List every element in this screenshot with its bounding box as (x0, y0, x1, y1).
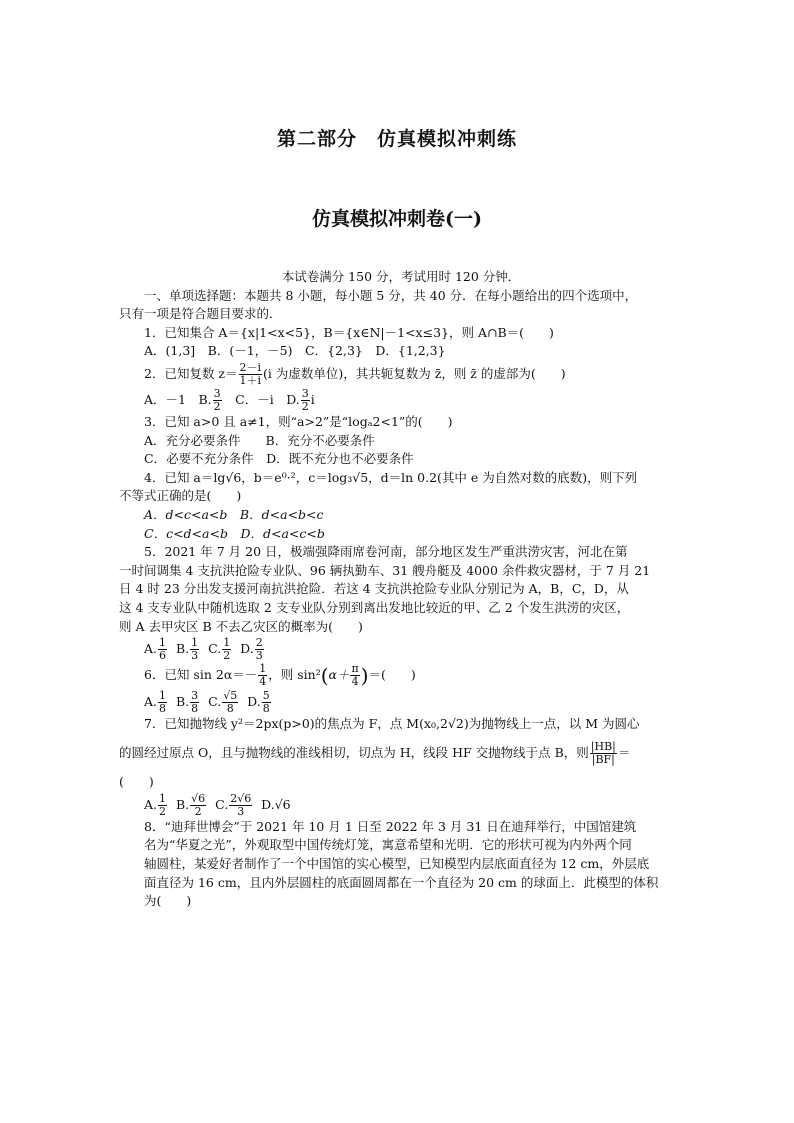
q6-paren-open: ( (320, 663, 329, 688)
q7-vec-den: |BF| (591, 753, 615, 767)
q5-opt-b-label: B. (175, 641, 190, 657)
q5-opt-a-label: A. (144, 641, 158, 657)
q4-options-2: C．c<d<a<b D．d<a<c<b (144, 525, 325, 541)
q6-options (119, 689, 683, 715)
q5-opt-a-num: 1 (159, 636, 167, 650)
q5-line5: 则 A 去甲灾区 B 不去乙灾区的概率为( ) (119, 618, 363, 634)
q5-line4: 这 4 支专业队中随机选取 2 支专业队分别到离出发地比较近的甲、乙 2 个发生洪涝的灾区， (119, 599, 630, 615)
q2-opt-a: A．－1 B. (144, 391, 212, 407)
q7-line2a: 的圆经过原点 O，且与抛物线的准线相切，切点为 H，线段 HF 交抛物线于点 B，则 (119, 745, 589, 761)
q2-opt-b-den: 2 (213, 399, 221, 413)
part-title: 第二部分 仿真模拟冲刺练 (276, 128, 517, 150)
q7-line2 (119, 733, 683, 773)
q3-stem: 3．已知 a>0 且 a≠1，则“a>2”是“logₐ2<1”的( ) (144, 413, 453, 429)
q2-stem (119, 361, 683, 387)
q6-paren-close: ) (360, 663, 369, 688)
q2-opt-d-den: 2 (301, 399, 309, 413)
q7-vector-frac (590, 741, 617, 766)
q7-opt-a-den: 2 (159, 804, 167, 818)
q2-fraction (239, 362, 263, 387)
q5-opt-d-frac (255, 637, 264, 662)
q5-opt-c-frac (222, 637, 231, 662)
q7-opt-a-num: 1 (159, 791, 167, 805)
q7-line1: 7．已知抛物线 y²＝2px(p>0)的焦点为 F，点 M(x₀,2√2)为抛物线上一点，以 M 为圆心 (144, 715, 640, 731)
q6-frac-den: 4 (259, 675, 267, 689)
q5-opt-a-den: 6 (159, 649, 167, 663)
q5-line1: 5．2021 年 7 月 20 日，极端强降雨席卷河南，部分地区发生严重洪涝灾害，河北在第 (144, 544, 628, 560)
q6-opt-b-label: B. (175, 693, 190, 709)
q8-line4: 面直径为 16 cm，且内外层圆柱的底面圆周都在一个直径为 20 cm 的球面上．此模型的体积 (144, 874, 659, 890)
exam-intro: 本试卷满分 150 分，考试用时 120 分钟． (281, 269, 521, 284)
q7-line2b: ＝ (617, 745, 631, 761)
q6-opt-d-num: 5 (262, 688, 270, 702)
q5-opt-c-label: C. (208, 641, 222, 657)
q6-stem (119, 662, 683, 689)
q6-fraction (258, 663, 267, 688)
q5-opt-b-frac (190, 637, 199, 662)
q7-line3: ( ) (119, 774, 154, 790)
q7-opt-a-label: A. (144, 796, 158, 812)
q7-opt-a-frac (158, 793, 167, 818)
exam-body (119, 268, 683, 911)
q2-opt-b-frac (213, 388, 222, 413)
q5-opt-c-den: 2 (223, 649, 231, 663)
q5-opt-d-den: 3 (255, 649, 263, 663)
q5-opt-c-num: 1 (223, 636, 231, 650)
q2-frac-den: 1＋i (239, 373, 262, 387)
q7-opt-c-frac (229, 793, 252, 818)
q6-opt-c-den: 8 (226, 701, 234, 715)
q5-options (119, 636, 683, 662)
q5-opt-b-den: 3 (191, 649, 199, 663)
section-heading: 一、单项选择题：本题共 8 小题，每小题 5 分，共 40 分．在每小题给出的四个选项中， (144, 287, 638, 303)
q8-line3: 轴圆柱，某爱好者制作了一个中国馆的实心模型，已知模型内层底面直径为 12 cm，外层底 (144, 855, 650, 871)
q8-line2: 名为“华夏之光”，外观取型中国传统灯笼，寓意希望和光明．它的形状可视为内外两个同 (144, 837, 632, 853)
q6-opt-b-frac (190, 690, 199, 715)
q1-stem: 1．已知集合 A＝{x|1<x<5}，B＝{x∈N|－1<x≤3}，则 A∩B＝( ) (144, 324, 554, 340)
q4-options-1: A．d<c<a<b B．d<a<b<c (144, 506, 324, 522)
q2-stem-a: 2．已知复数 z＝ (144, 365, 238, 381)
q7-opt-c-den: 3 (237, 804, 245, 818)
q6-opt-b-num: 3 (191, 688, 199, 702)
q6-opt-a-label: A. (144, 693, 158, 709)
q7-opt-d: D.√6 (261, 796, 291, 812)
q2-opt-b-num: 3 (213, 386, 221, 400)
q7-opt-c-num: 2√6 (230, 791, 252, 805)
q6-four: 4 (351, 675, 359, 689)
q2-opt-d-num: 3 (301, 386, 309, 400)
q5-line2: 一时间调集 4 支抗洪抢险专业队、96 辆执勤车、31 艘舟艇及 4000 余件救灾器材，于 7 月 21 (119, 562, 651, 578)
q4-stem: 4．已知 a＝lg√6，b＝e⁰·²，c＝log₃√5，d＝ln 0.2(其中 e 为自然对数的底数)，则下列 (144, 469, 638, 485)
q2-opt-d-frac (301, 388, 310, 413)
q1-options: A．(1,3] B．(－1，－5) C．{2,3} D．{1,2,3} (144, 343, 446, 359)
q6-opt-d-frac (262, 690, 271, 715)
q8-line5: 为( ) (144, 893, 192, 909)
q6-stem-b: ，则 sin² (268, 667, 321, 683)
q6-opt-d-den: 8 (262, 701, 270, 715)
q6-opt-b-den: 8 (191, 701, 199, 715)
q3-options-2: C．必要不充分条件 D．既不充分也不必要条件 (144, 451, 414, 467)
q5-opt-b-num: 1 (191, 636, 199, 650)
q6-opt-a-num: 1 (159, 688, 167, 702)
q2-options (119, 387, 683, 413)
q6-opt-c-frac (222, 690, 238, 715)
q2-frac-num: 2－i (239, 360, 262, 374)
section-heading-cont: 只有一项是符合题目要求的． (119, 306, 282, 322)
q6-frac-num: 1 (259, 662, 267, 676)
q6-opt-c-num: √5 (223, 688, 238, 702)
q5-line3: 日 4 时 23 分出发支援河南抗洪抢险．若这 4 支抗洪抢险专业队分别记为 A，B，C，D，从 (119, 581, 629, 597)
q2-opt-c: C．－i D. (222, 391, 300, 407)
q7-options (119, 792, 683, 818)
q6-stem-c: ＝( ) (368, 667, 416, 683)
q3-options-1: A．充分必要条件 B．充分不必要条件 (144, 432, 375, 448)
q6-stem-a: 6．已知 sin 2α＝－ (144, 667, 258, 683)
q6-pi: π (351, 662, 359, 676)
q6-opt-c-label: C. (208, 693, 222, 709)
paper-title: 仿真模拟冲刺卷(一) (312, 208, 482, 230)
q8-line1: 8．“迪拜世博会”于 2021 年 10 月 1 日至 2022 年 3 月 31 日在迪拜举行，中国馆建筑 (144, 818, 637, 834)
q5-opt-d-label: D. (240, 641, 254, 657)
q6-opt-a-frac (158, 690, 167, 715)
q7-opt-b-num: √6 (191, 791, 206, 805)
q6-opt-a-den: 8 (159, 701, 167, 715)
q7-opt-c-label: C. (215, 796, 229, 812)
q7-opt-b-den: 2 (194, 804, 202, 818)
q5-opt-d-num: 2 (255, 636, 263, 650)
q5-opt-a-frac (158, 637, 167, 662)
q6-alpha: α＋ (328, 667, 350, 683)
q4-stem-cont: 不等式正确的是( ) (119, 488, 242, 504)
q7-vec-num: |HB| (590, 740, 616, 754)
q2-opt-d-tail: i (310, 391, 315, 407)
q6-pi-frac (350, 663, 359, 688)
q7-opt-b-frac (190, 793, 206, 818)
q6-opt-d-label: D. (247, 693, 261, 709)
q7-opt-b-label: B. (175, 796, 190, 812)
q2-stem-b: (i 为虚数单位)，其共轭复数为 z̄，则 z̄ 的虚部为( ) (263, 365, 566, 381)
